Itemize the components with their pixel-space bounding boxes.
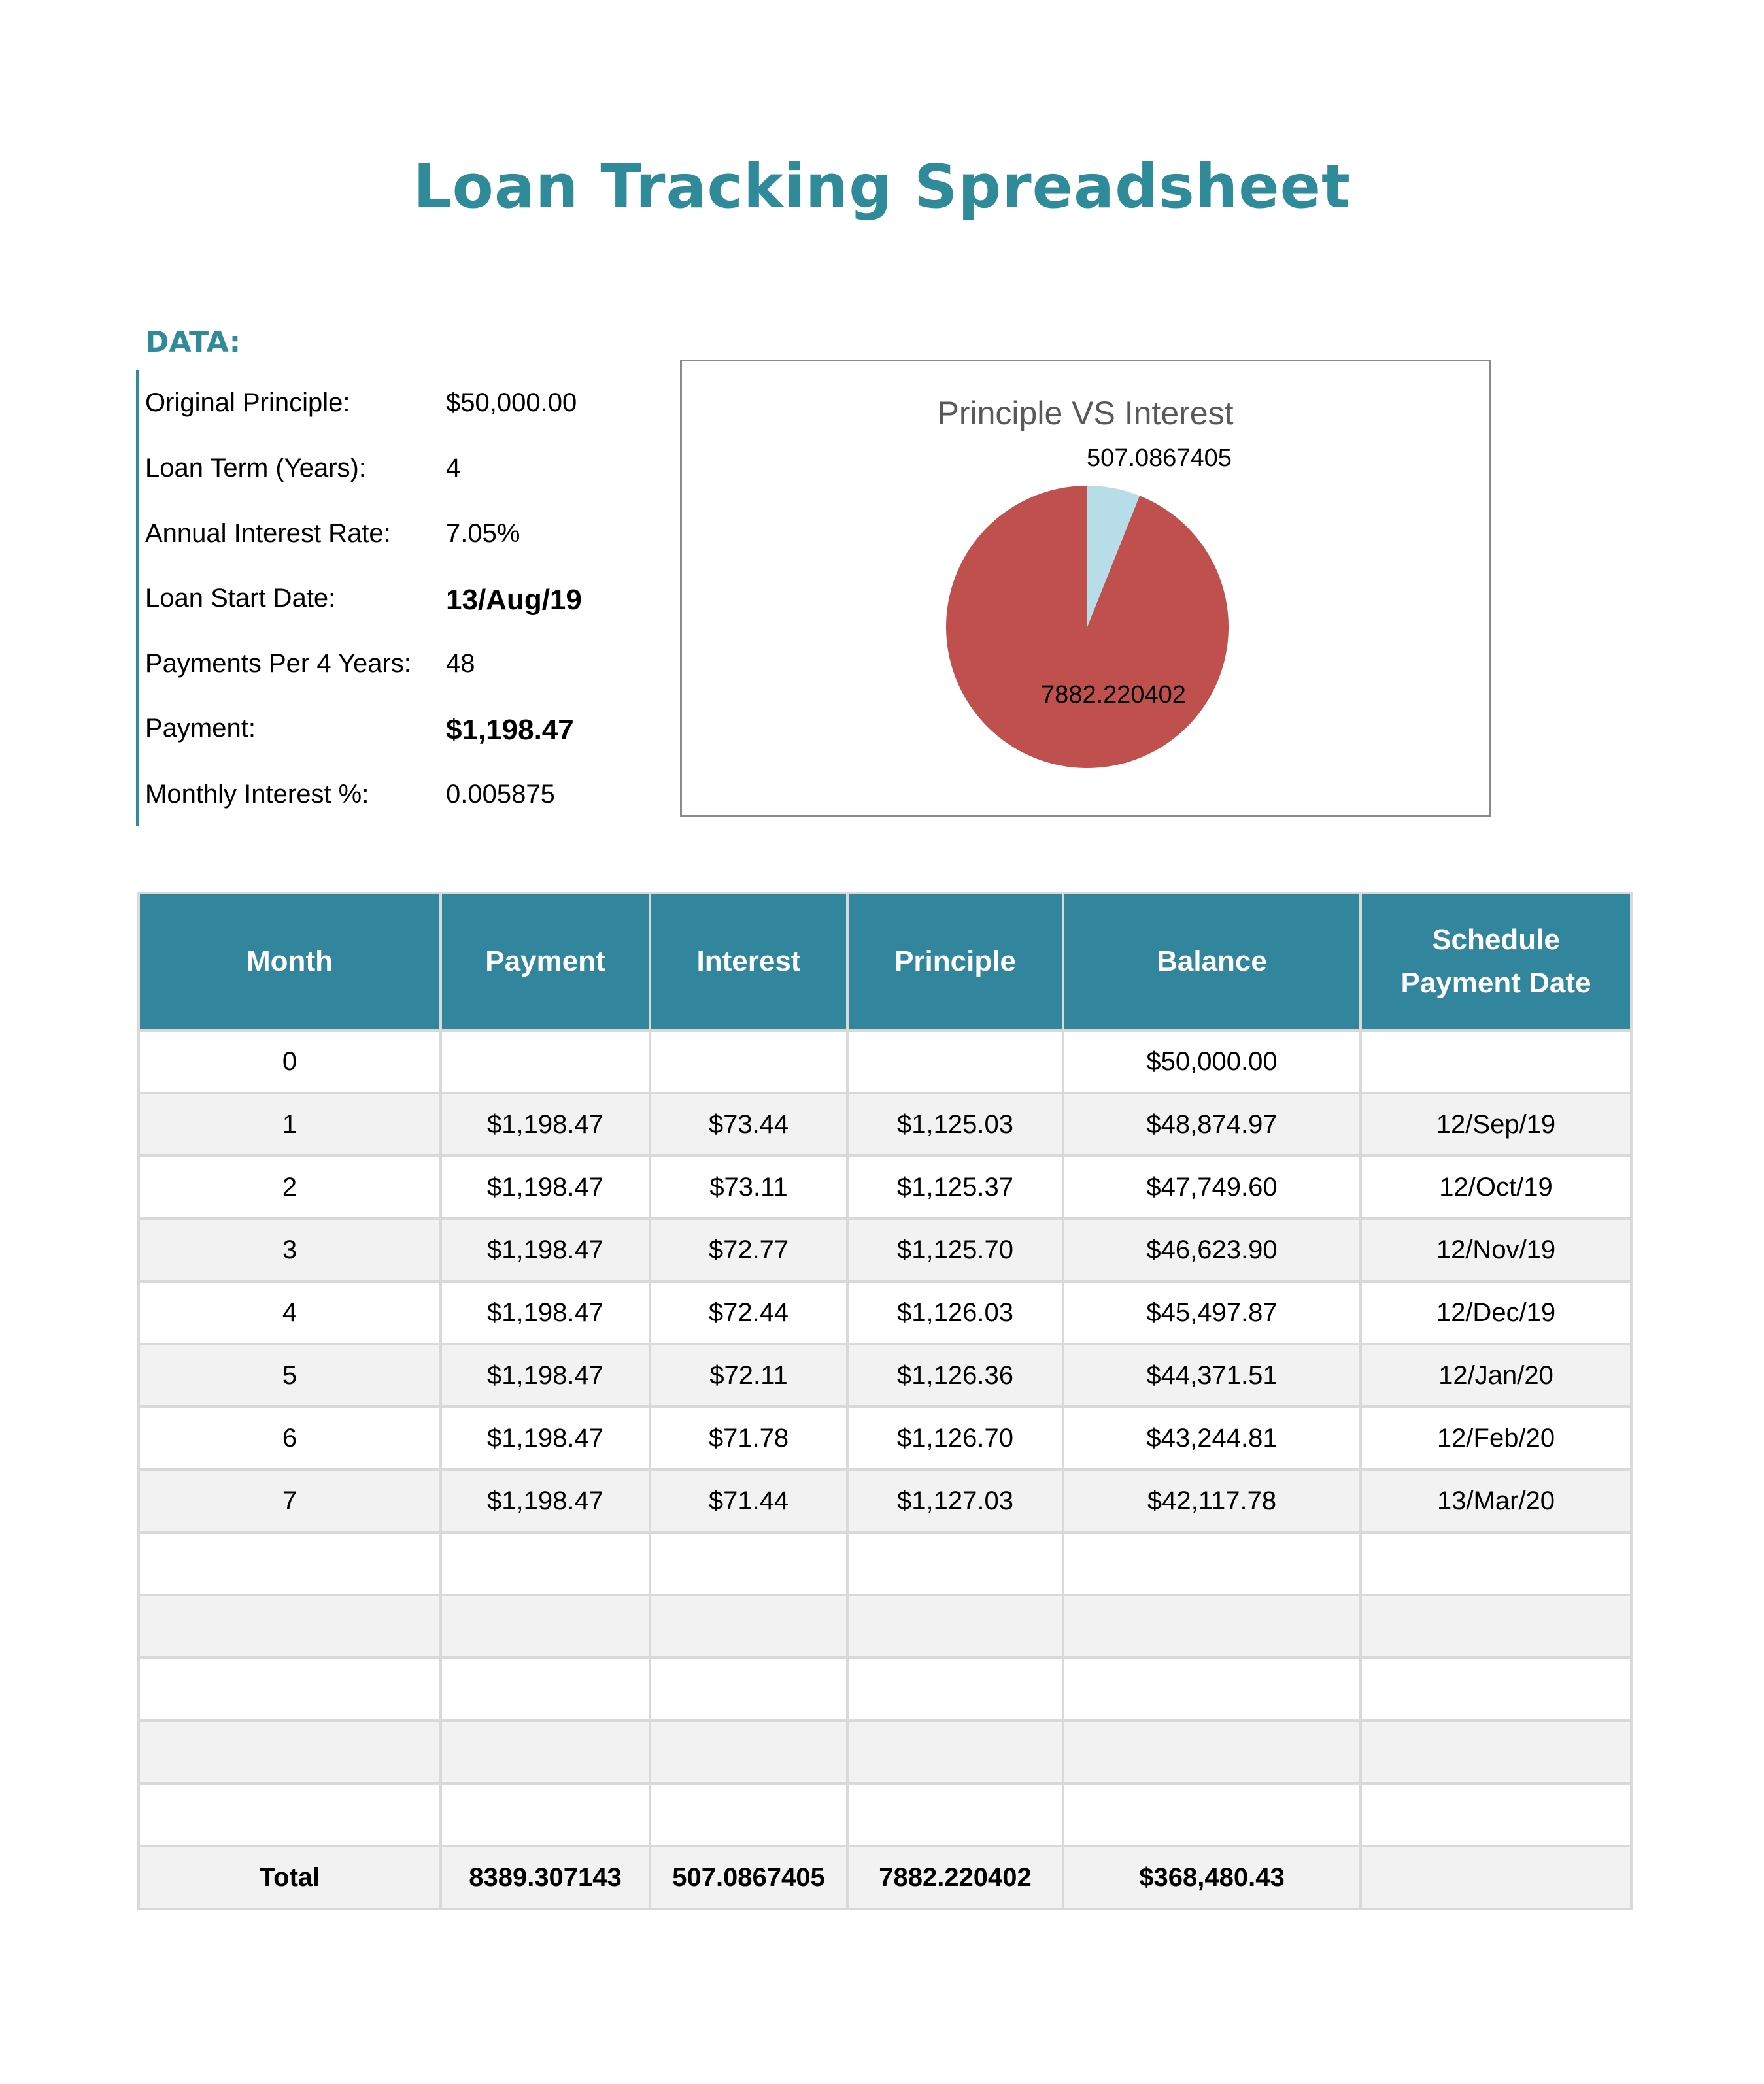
cell-schedule-date[interactable]: 12/Dec/19 [1361, 1281, 1631, 1344]
table-row [139, 1281, 1631, 1344]
cell-payment[interactable]: $1,198.47 [441, 1156, 650, 1218]
cell-month[interactable]: 5 [139, 1344, 441, 1407]
cell-interest[interactable] [650, 1658, 847, 1721]
data-value[interactable]: $1,198.47 [446, 714, 574, 746]
cell-principle[interactable]: $1,126.70 [847, 1407, 1063, 1470]
header-interest: Interest [650, 893, 847, 1030]
data-value[interactable]: $50,000.00 [446, 388, 577, 417]
cell-balance[interactable] [1063, 1658, 1361, 1721]
cell-payment[interactable]: $1,198.47 [441, 1470, 650, 1532]
data-label: Original Principle: [145, 388, 350, 417]
cell-month[interactable] [139, 1721, 441, 1783]
amortization-table [137, 892, 1633, 1910]
data-value[interactable]: 13/Aug/19 [446, 584, 582, 616]
header-balance: Balance [1063, 893, 1361, 1030]
cell-month[interactable]: 7 [139, 1470, 441, 1532]
cell-month[interactable] [139, 1658, 441, 1721]
cell-principle[interactable] [847, 1721, 1063, 1783]
cell-balance[interactable]: $42,117.78 [1063, 1470, 1361, 1532]
cell-balance[interactable]: $43,244.81 [1063, 1407, 1361, 1470]
data-value[interactable]: 4 [446, 454, 461, 482]
cell-schedule-date[interactable] [1361, 1595, 1631, 1658]
cell-interest[interactable]: $71.44 [650, 1470, 847, 1532]
cell-schedule-date[interactable] [1361, 1721, 1631, 1783]
cell-payment[interactable]: $1,198.47 [441, 1407, 650, 1470]
total-label: Total [139, 1846, 441, 1909]
cell-month[interactable] [139, 1783, 441, 1846]
table-header-row [139, 893, 1631, 1030]
cell-principle[interactable]: $1,125.03 [847, 1093, 1063, 1156]
cell-interest[interactable]: $72.44 [650, 1281, 847, 1344]
table-row [139, 1658, 1631, 1721]
cell-payment[interactable] [441, 1030, 650, 1093]
cell-principle[interactable] [847, 1532, 1063, 1595]
cell-month[interactable]: 3 [139, 1218, 441, 1281]
cell-principle[interactable]: $1,126.36 [847, 1344, 1063, 1407]
cell-balance[interactable]: $47,749.60 [1063, 1156, 1361, 1218]
cell-schedule-date[interactable]: 12/Nov/19 [1361, 1218, 1631, 1281]
table-row [139, 1407, 1631, 1470]
cell-payment[interactable] [441, 1658, 650, 1721]
data-label: Monthly Interest %: [145, 780, 369, 809]
table-row [139, 1595, 1631, 1658]
header-month: Month [139, 893, 441, 1030]
cell-balance[interactable] [1063, 1532, 1361, 1595]
cell-interest[interactable]: $71.78 [650, 1407, 847, 1470]
cell-payment[interactable] [441, 1595, 650, 1658]
cell-balance[interactable]: $48,874.97 [1063, 1093, 1361, 1156]
header-schedule-date: Schedule Payment Date [1361, 893, 1631, 1030]
table-row [139, 1470, 1631, 1532]
chart-title: Principle VS Interest [937, 395, 1234, 431]
pie-chart[interactable] [680, 360, 1491, 817]
cell-balance[interactable]: $46,623.90 [1063, 1218, 1361, 1281]
cell-principle[interactable]: $1,125.37 [847, 1156, 1063, 1218]
cell-principle[interactable] [847, 1783, 1063, 1846]
total-interest[interactable]: 507.0867405 [650, 1846, 847, 1909]
cell-principle[interactable]: $1,126.03 [847, 1281, 1063, 1344]
cell-month[interactable] [139, 1532, 441, 1595]
cell-balance[interactable] [1063, 1783, 1361, 1846]
cell-schedule-date[interactable] [1361, 1532, 1631, 1595]
data-label: Loan Term (Years): [145, 454, 366, 482]
header-principle: Principle [847, 893, 1063, 1030]
table-row [139, 1344, 1631, 1407]
cell-interest[interactable] [650, 1030, 847, 1093]
cell-balance[interactable] [1063, 1595, 1361, 1658]
cell-interest[interactable]: $73.11 [650, 1156, 847, 1218]
cell-interest[interactable]: $72.77 [650, 1218, 847, 1281]
table-row [139, 1218, 1631, 1281]
pie-chart-canvas [682, 361, 1493, 819]
header-payment: Payment [441, 893, 650, 1030]
cell-principle[interactable] [847, 1030, 1063, 1093]
total-balance[interactable]: $368,480.43 [1063, 1846, 1361, 1909]
cell-interest[interactable] [650, 1532, 847, 1595]
data-label: Loan Start Date: [145, 584, 336, 613]
cell-schedule-date[interactable]: 12/Feb/20 [1361, 1407, 1631, 1470]
table-row [139, 1783, 1631, 1846]
data-value[interactable]: 7.05% [446, 519, 520, 548]
cell-interest[interactable]: $73.44 [650, 1093, 847, 1156]
cell-month[interactable]: 0 [139, 1030, 441, 1093]
cell-month[interactable]: 1 [139, 1093, 441, 1156]
total-payment[interactable]: 8389.307143 [441, 1846, 650, 1909]
page-title: Loan Tracking Spreadsheet [413, 152, 1351, 222]
cell-schedule-date[interactable]: 13/Mar/20 [1361, 1470, 1631, 1532]
data-label: Payment: [145, 714, 256, 743]
table-row [139, 1156, 1631, 1218]
total-date[interactable] [1361, 1846, 1631, 1909]
cell-schedule-date[interactable] [1361, 1030, 1631, 1093]
cell-principle[interactable]: $1,127.03 [847, 1470, 1063, 1532]
cell-payment[interactable] [441, 1721, 650, 1783]
cell-payment[interactable]: $1,198.47 [441, 1093, 650, 1156]
pie-data-label: 507.0867405 [1087, 445, 1232, 472]
cell-balance[interactable] [1063, 1721, 1361, 1783]
total-row [139, 1846, 1631, 1909]
table-row [139, 1093, 1631, 1156]
cell-schedule-date[interactable]: 12/Jan/20 [1361, 1344, 1631, 1407]
cell-schedule-date[interactable]: 12/Sep/19 [1361, 1093, 1631, 1156]
pie-slice-principle[interactable] [946, 486, 1229, 768]
cell-interest[interactable] [650, 1721, 847, 1783]
total-principle[interactable]: 7882.220402 [847, 1846, 1063, 1909]
table-row [139, 1030, 1631, 1093]
data-heading: DATA: [145, 326, 241, 359]
cell-payment[interactable] [441, 1783, 650, 1846]
cell-month[interactable]: 4 [139, 1281, 441, 1344]
cell-schedule-date[interactable]: 12/Oct/19 [1361, 1156, 1631, 1218]
cell-month[interactable]: 2 [139, 1156, 441, 1218]
cell-interest[interactable] [650, 1783, 847, 1846]
data-label: Annual Interest Rate: [145, 519, 391, 548]
table-row [139, 1532, 1631, 1595]
cell-payment[interactable]: $1,198.47 [441, 1218, 650, 1281]
cell-balance[interactable]: $45,497.87 [1063, 1281, 1361, 1344]
cell-principle[interactable]: $1,125.70 [847, 1218, 1063, 1281]
data-value[interactable]: 48 [446, 649, 475, 678]
data-label: Payments Per 4 Years: [145, 649, 411, 678]
cell-month[interactable] [139, 1595, 441, 1658]
cell-schedule-date[interactable] [1361, 1783, 1631, 1846]
cell-balance[interactable]: $50,000.00 [1063, 1030, 1361, 1093]
cell-payment[interactable]: $1,198.47 [441, 1281, 650, 1344]
cell-payment[interactable]: $1,198.47 [441, 1344, 650, 1407]
cell-payment[interactable] [441, 1532, 650, 1595]
data-accent-bar [136, 370, 139, 826]
table-row [139, 1721, 1631, 1783]
cell-interest[interactable] [650, 1595, 847, 1658]
table-body [139, 1030, 1631, 1846]
cell-principle[interactable] [847, 1658, 1063, 1721]
cell-interest[interactable]: $72.11 [650, 1344, 847, 1407]
cell-balance[interactable]: $44,371.51 [1063, 1344, 1361, 1407]
pie-data-label: 7882.220402 [1041, 681, 1186, 709]
cell-principle[interactable] [847, 1595, 1063, 1658]
cell-schedule-date[interactable] [1361, 1658, 1631, 1721]
data-value[interactable]: 0.005875 [446, 780, 555, 809]
cell-month[interactable]: 6 [139, 1407, 441, 1470]
